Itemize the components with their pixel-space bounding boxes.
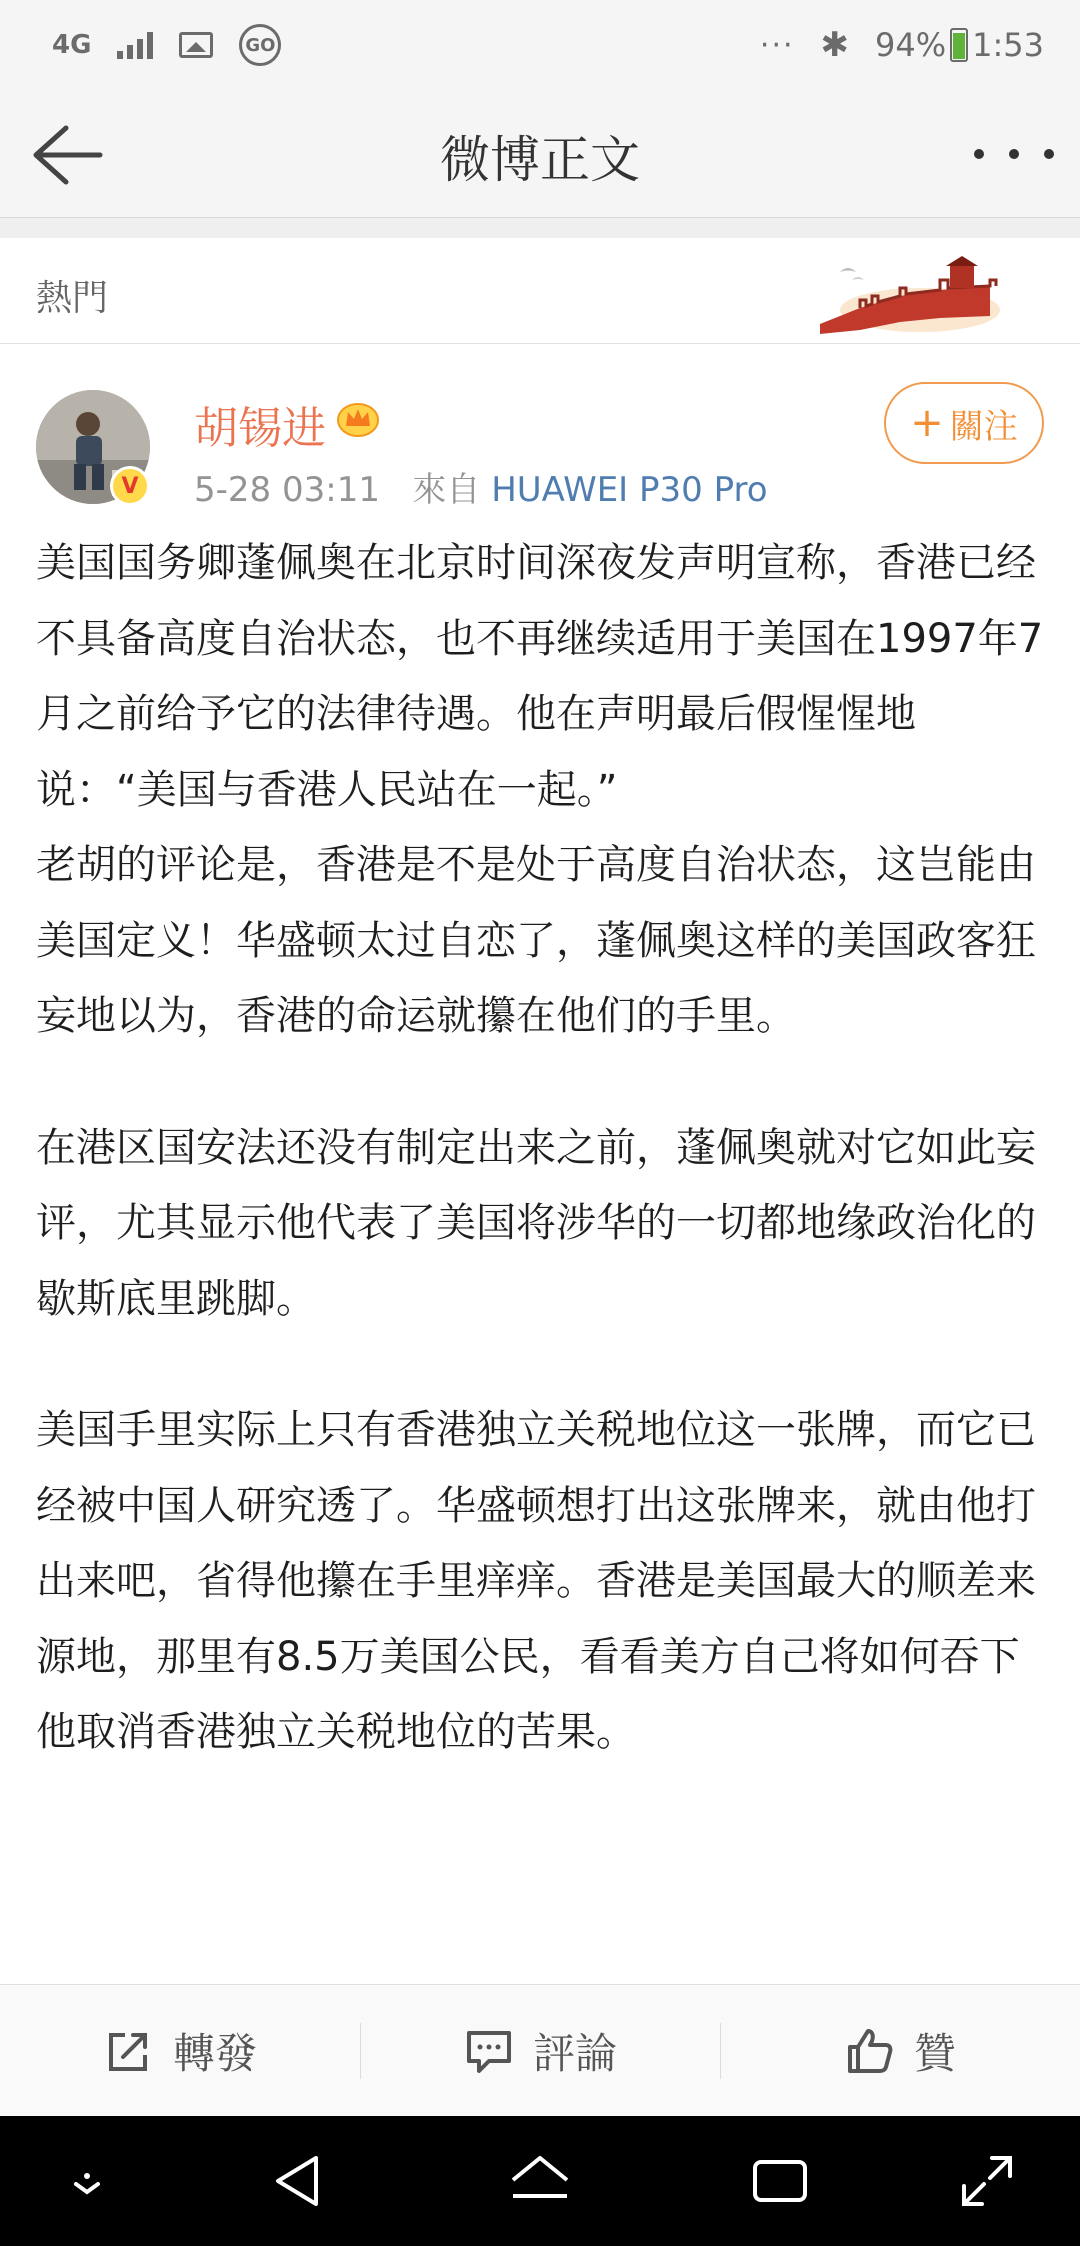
comment-button[interactable] <box>360 1985 720 2116</box>
more-dots-icon <box>974 149 984 159</box>
post-paragraph: 老胡的评论是，香港是不是处于高度自治状态，这岂能由美国定义！华盛顿太过自恋了，蓬佩奥这样的美国政客狂妄地以为，香港的命运就攥在他们的手里。 <box>36 842 1036 1039</box>
post-source[interactable]: HUAWEI P30 Pro <box>491 470 768 510</box>
follow-button[interactable] <box>884 382 1044 464</box>
divider-strip <box>0 218 1080 238</box>
great-wall-banner-icon <box>800 252 1000 340</box>
network-indicator: 4G <box>52 30 92 60</box>
follow-label: 關注 <box>949 406 1018 447</box>
post-paragraph: 美国国务卿蓬佩奥在北京时间深夜发声明宣称，香港已经不具备高度自治状态，也不再继续适用于美国在1997年7月之前给予它的法律待遇。他在声明最后假惺惺地说：“美国与香港人民站在一起。” <box>36 540 1044 813</box>
back-nav-button[interactable] <box>264 2146 334 2216</box>
more-button[interactable] <box>974 134 1054 174</box>
action-bar <box>0 1984 1080 2116</box>
more-dot <box>1009 149 1019 159</box>
repost-button[interactable] <box>0 1985 360 2116</box>
like-label: 贊 <box>913 2028 956 2078</box>
status-right <box>760 25 1044 65</box>
thumbs-up-icon <box>844 2025 896 2077</box>
expand-nav-button[interactable] <box>952 2146 1022 2216</box>
repost-icon <box>103 2025 155 2077</box>
comment-label: 評論 <box>532 2028 617 2078</box>
plus-icon: + <box>910 400 944 446</box>
status-bar <box>0 0 1080 90</box>
back-triangle-icon <box>264 2146 334 2216</box>
more-notifications-icon: ··· <box>759 27 795 63</box>
author-name[interactable]: 胡锡进 <box>194 403 326 454</box>
like-button[interactable] <box>720 1985 1080 2116</box>
crown-icon[interactable] <box>336 398 380 438</box>
source-prefix: 來自 <box>412 470 481 510</box>
signal-icon <box>117 31 153 59</box>
recents-nav-button[interactable] <box>745 2146 815 2216</box>
chevron-down-icon <box>52 2146 122 2216</box>
post-time: 5-28 03:11 <box>194 470 380 510</box>
battery-group <box>875 26 1044 64</box>
post-paragraph: 在港区国安法还没有制定出来之前，蓬佩奥就对它如此妄评，尤其显示他代表了美国将涉华的一切都地缘政治化的歇斯底里跳脚。 <box>36 1124 1036 1322</box>
system-nav-bar <box>0 2116 1080 2246</box>
verified-badge-icon <box>110 466 150 506</box>
image-notification-icon <box>179 32 213 58</box>
more-dot <box>1044 149 1054 159</box>
battery-percent: 94% <box>875 26 947 64</box>
recents-icon <box>745 2146 815 2216</box>
post-paragraph: 美国手里实际上只有香港独立关税地位这一张牌，而它已经被中国人研究透了。华盛顿想打出这张牌来，就由他打出来吧，省得他攥在手里痒痒。香港是美国最大的顺差来源地，那里有8.5万美国公民，看看美方自己将如何吞下他取消香港独立关税地位的苦果。 <box>36 1407 1036 1755</box>
home-nav-button[interactable] <box>505 2146 575 2216</box>
comment-icon <box>463 2025 515 2077</box>
post-content <box>36 526 1046 1984</box>
status-left <box>52 24 281 66</box>
repost-label: 轉發 <box>172 2028 257 2078</box>
hide-keyboard-button[interactable] <box>52 2146 122 2216</box>
hot-section[interactable] <box>0 238 1080 344</box>
nav-bar <box>0 90 1080 218</box>
post-meta <box>194 462 768 511</box>
expand-icon <box>952 2146 1022 2216</box>
clock: 1:53 <box>972 26 1044 64</box>
page-title: 微博正文 <box>440 131 640 189</box>
hot-label: 熱門 <box>36 278 109 319</box>
bluetooth-icon: ✱ <box>820 25 850 65</box>
battery-icon <box>950 28 968 62</box>
home-icon <box>505 2146 575 2216</box>
go-app-icon: GO <box>239 24 281 66</box>
